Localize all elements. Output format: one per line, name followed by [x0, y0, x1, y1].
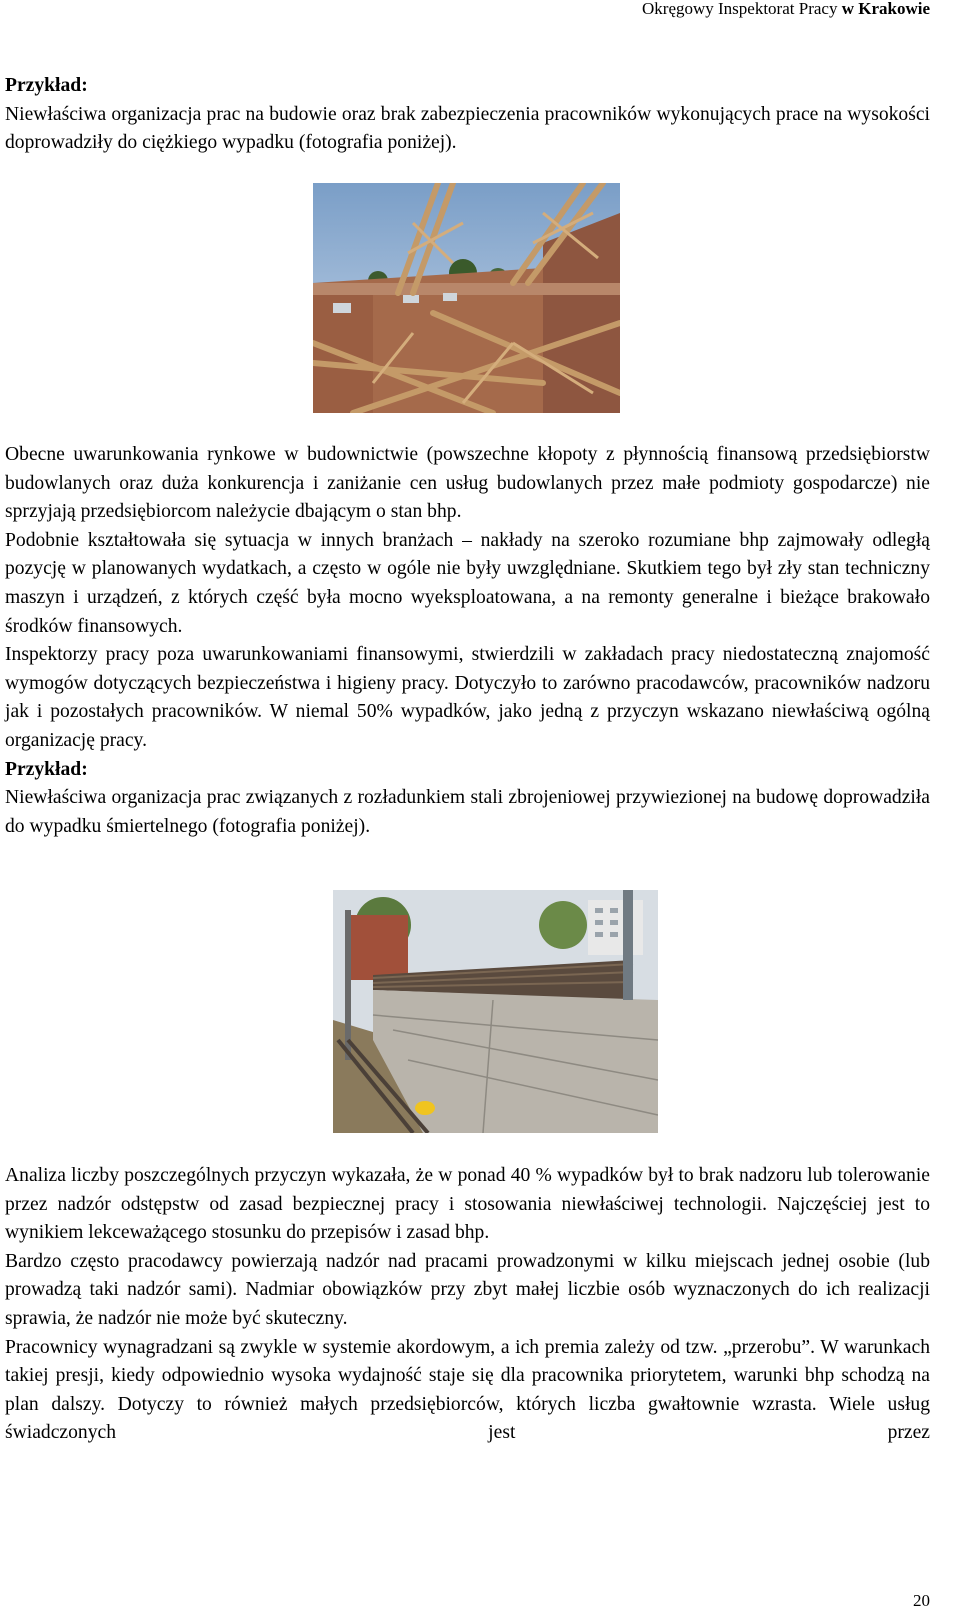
page-header	[642, 0, 930, 18]
paragraph-supervision: Bardzo często pracodawcy powierzają nadzór nad pracami prowadzonymi w kilku miejscach jednej osobie (lub prowadzą taki nadzór sami). Nadmiar obowiązków przy zbyt małej liczbie osób wyznaczonych do ich realizacji sprawia, że nadzór nie może być skuteczny.	[5, 1250, 930, 1329]
example-text-2: Niewłaściwa organizacja prac związanych z rozładunkiem stali zbrojeniowej przywiezionej na budowę doprowadziła do wypadku śmiertelnego (fotografia poniżej).	[5, 787, 930, 837]
page-number: 20	[913, 1591, 930, 1610]
section-example-1	[5, 72, 930, 158]
paragraph-analysis: Analiza liczby poszczególnych przyczyn wykazała, że w ponad 40 % wypadków był to brak nadzoru lub tolerowanie przez nadzór odstępstw od zasad bezpiecznej pracy i stosowania niewłaściwej technologii. Najczęściej jest to wynikiem lekceważącego stosunku do przepisów i zasad bhp.	[5, 1165, 930, 1244]
header-org-city: w Krakowie	[841, 0, 930, 18]
photo-collapsed-roof-image	[313, 183, 620, 413]
body-text-2	[5, 1162, 930, 1448]
paragraph-market-conditions: Obecne uwarunkowania rynkowe w budownictwie (powszechne kłopoty z płynnością finansową przedsiębiorstw budowlanych oraz duża konkurencja i zaniżanie cen usług budowlanych przez małe podmioty gospodarcze) nie sprzyjają przedsiębiorcom należycie dbającym o stan bhp.	[5, 444, 930, 523]
photo-collapsed-roof	[313, 183, 620, 413]
photo-steel-unloading	[333, 890, 658, 1133]
photo-steel-unloading-image	[333, 890, 658, 1133]
header-org-prefix: Okręgowy Inspektorat Pracy	[642, 0, 842, 18]
body-text-1	[5, 441, 930, 841]
paragraph-other-sectors: Podobnie kształtowała się sytuacja w innych branżach – nakłady na szeroko rozumiane bhp zajmowały odległą pozycję w planowanych wydatkach, a często w ogóle nie były uwzględniane. Skutkiem tego był zły stan techniczny maszyn i urządzeń, z których część była mocno wyeksploatowana, a na remonty generalne i bieżące brakowało środków finansowych.	[5, 529, 930, 637]
example-label-2: Przykład:	[5, 758, 88, 780]
paragraph-inspectors: Inspektorzy pracy poza uwarunkowaniami finansowymi, stwierdzili w zakładach pracy niedostateczną znajomość wymogów dotyczących bezpieczeństwa i higieny pracy. Dotyczyło to zarówno pracodawców, pracowników nadzoru jak i pozostałych pracowników. W niemal 50% wypadków, jako jedną z przyczyn wskazano niewłaściwą ogólną organizację pracy.	[5, 644, 930, 751]
paragraph-piecework: Pracownicy wynagradzani są zwykle w systemie akordowym, a ich premia zależy od tzw. „przerobu”. W warunkach takiej presji, kiedy odpowiednio wysoka wydajność staje się dla pracownika priorytetem, warunki bhp schodzą na plan dalszy. Dotyczy to również małych przedsiębiorców, których liczba gwałtownie wzrasta. Wiele usług świadczonych jest przez	[5, 1336, 930, 1444]
example-text: Niewłaściwa organizacja prac na budowie oraz brak zabezpieczenia pracowników wykonujących prace na wysokości doprowadziły do ciężkiego wypadku (fotografia poniżej).	[5, 103, 930, 154]
example-label: Przykład:	[5, 75, 88, 96]
